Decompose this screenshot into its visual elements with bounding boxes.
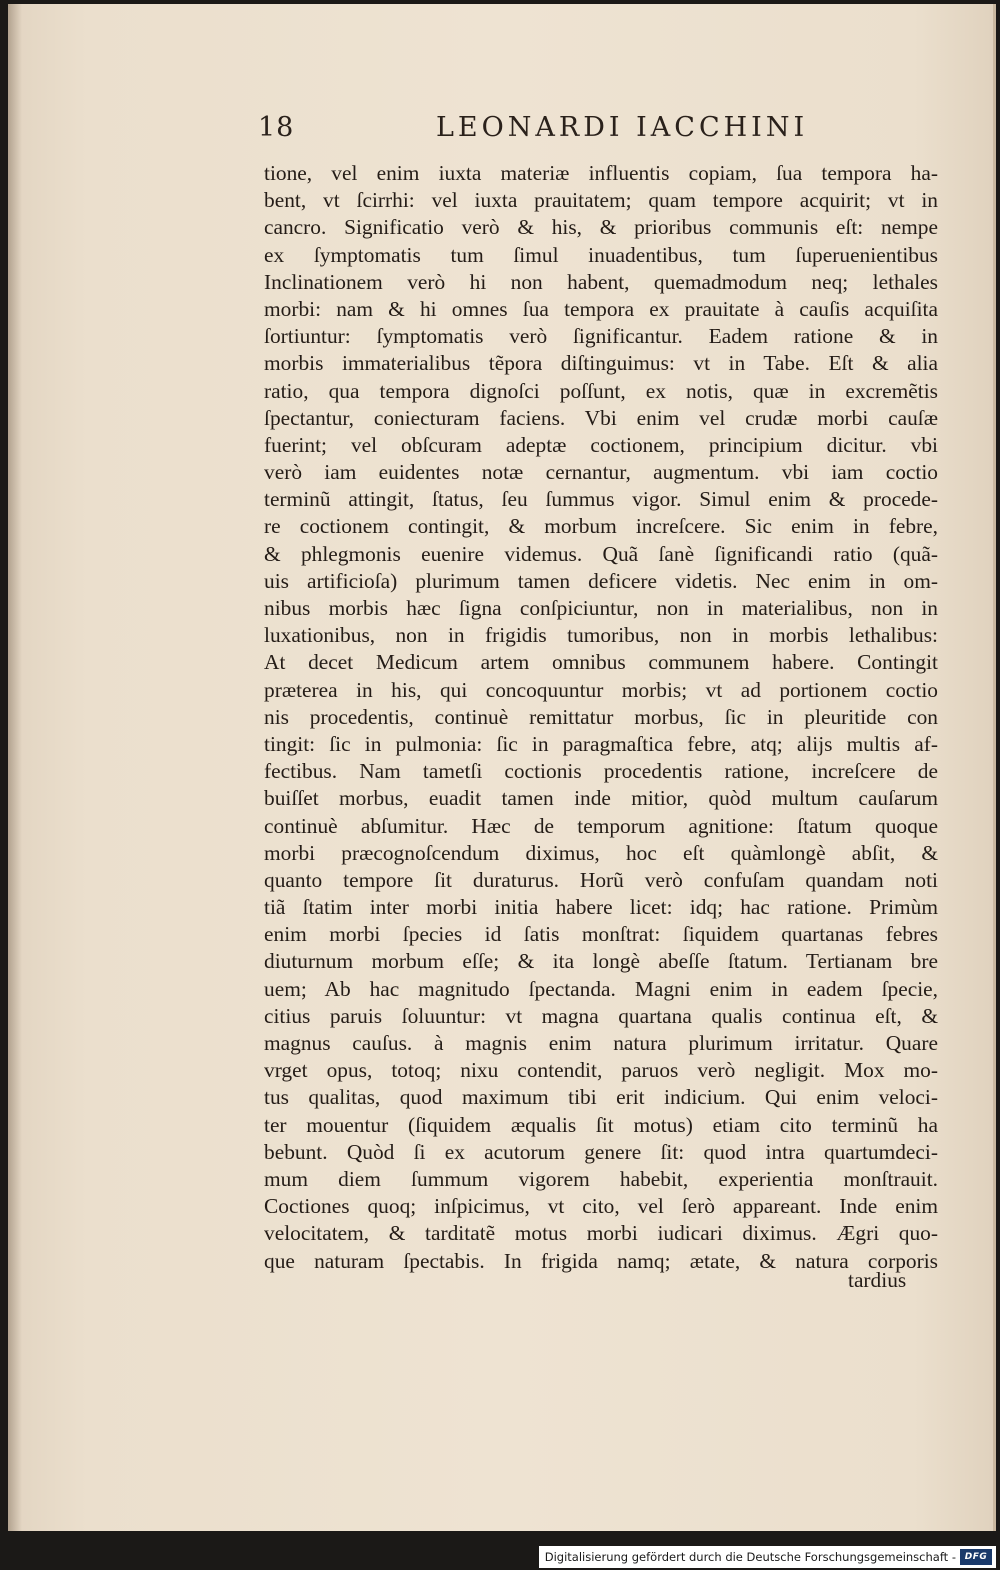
text-line: tiã ſtatim inter morbi initia habere licet: idq; hac ratione. Primùm: [264, 895, 938, 920]
text-line: At decet Medicum artem omnibus communem habere. Contingit: [264, 650, 938, 675]
text-line: nibus morbis hæc ſigna conſpiciuntur, non in materialibus, non in: [264, 596, 938, 620]
catchword: tardius: [848, 1268, 907, 1292]
text-line: bent, vt ſcirrhi: vel iuxta prauitatem; quam tempore acquirit; vt in: [264, 188, 938, 213]
text-line: citius paruis ſoluuntur: vt magna quartana qualis continua eſt, &: [264, 1003, 938, 1028]
text-line: velocitatem, & tarditatẽ motus morbi iudicari diximus. Ægri quo-: [264, 1221, 938, 1246]
text-line: Coctiones quoq; inſpicimus, vt cito, vel ſerò appareant. Inde enim: [264, 1194, 938, 1219]
text-line: uis artificioſa) plurimum tamen deficere videtis. Nec enim in om-: [264, 568, 938, 593]
text-line: luxationibus, non in frigidis tumoribus, non in morbis lethalibus:: [264, 623, 938, 648]
text-line: fectibus. Nam tametſi coctionis procedentis ratione, increſcere de: [264, 759, 938, 784]
text-line: mum diem ſummum vigorem habebit, experientia monſtrauit.: [264, 1166, 938, 1191]
text-line: morbi præcognoſcendum diximus, hoc eſt quàmlongè abſit, &: [264, 840, 938, 865]
text-line: bebunt. Quòd ſi ex acutorum genere ſit: quod intra quartumdeci-: [264, 1139, 938, 1164]
text-line: & phlegmonis euenire videmus. Quã ſanè ſignificandi ratio (quã-: [264, 541, 938, 566]
text-line: continuè abſumitur. Hæc de temporum agnitione: ſtatum quoque: [264, 813, 938, 838]
text-line: vrget opus, totoq; nixu contendit, paruos verò negligit. Mox mo-: [264, 1058, 938, 1083]
text-line: uem; Ab hac magnitudo ſpectanda. Magni enim in eadem ſpecie,: [264, 976, 938, 1001]
dfg-logo: DFG: [960, 1549, 992, 1565]
text-line: nis procedentis, continuè remittatur morbus, ſic in pleuritide con: [264, 704, 938, 729]
text-line: Inclinationem verò hi non habent, quemadmodum neq; lethales: [264, 269, 938, 294]
text-line: morbis immaterialibus tẽpora diſtinguimus: vt in Tabe. Eſt & alia: [264, 351, 938, 376]
text-line: tingit: ſic in pulmonia: ſic in paragmaſtica febre, atq; alijs multis af-: [264, 731, 938, 756]
text-line: ex ſymptomatis tum ſimul inuadentibus, tum ſuperuenientibus: [264, 242, 938, 267]
text-line: quanto tempore ſit duraturus. Horũ verò confuſam quandam noti: [264, 867, 938, 892]
text-line: diuturnum morbum eſſe; & ita longè abeſſe ſtatum. Tertianam bre: [264, 949, 938, 974]
text-line: ſpectantur, coniecturam faciens. Vbi enim vel crudæ morbi cauſæ: [264, 405, 938, 430]
text-line: buiſſet morbus, euadit tamen inde mitior, quòd multum cauſarum: [264, 786, 938, 811]
text-line: tione, vel enim iuxta materiæ influentis copiam, ſua tempora ha-: [264, 161, 938, 185]
digitization-credit: [539, 1546, 996, 1568]
text-line: morbi: nam & hi omnes ſua tempora ex prauitate à cauſis acquiſita: [264, 296, 938, 321]
text-line: ſortiuntur: ſymptomatis verò ſignificantur. Eadem ratione & in: [264, 324, 938, 349]
text-line: præterea in his, qui concoquuntur morbis; vt ad portionem coctio: [264, 677, 938, 702]
page-number: 18: [258, 112, 295, 143]
text-line: magnus cauſus. à magnis enim natura plurimum irritatur. Quare: [264, 1031, 938, 1055]
running-head: LEONARDI IACCHINI: [436, 112, 809, 143]
text-line: ratio, qua tempora dignoſci poſſunt, ex notis, quæ in excremẽtis: [264, 378, 938, 403]
text-line: tus qualitas, quod maximum tibi erit indicium. Qui enim veloci-: [264, 1085, 938, 1110]
text-line: verò iam euidentes notæ cernantur, augmentum. vbi iam coctio: [264, 460, 938, 485]
text-line: que naturam ſpectabis. In frigida namq; ætate, & natura corporis: [264, 1248, 938, 1273]
text-line: cancro. Significatio verò & his, & prioribus communis eſt: nempe: [264, 215, 938, 240]
text-line: re coctionem contingit, & morbum increſcere. Sic enim in febre,: [264, 514, 938, 539]
book-page: [8, 4, 996, 1531]
text-line: enim morbi ſpecies id ſatis monſtrat: ſiquidem quartanas febres: [264, 922, 938, 947]
text-line: terminũ attingit, ſtatus, ſeu ſummus vigor. Simul enim & procede-: [264, 487, 938, 512]
body-text: [264, 160, 938, 1275]
credit-text: Digitalisierung gefördert durch die Deutsche Forschungsgemeinschaft -: [544, 1550, 956, 1564]
text-line: ter mouentur (ſiquidem æqualis ſit motus) etiam cito terminũ ha: [264, 1112, 938, 1137]
text-line: fuerint; vel obſcuram adeptæ coctionem, principium dicitur. vbi: [264, 432, 938, 457]
